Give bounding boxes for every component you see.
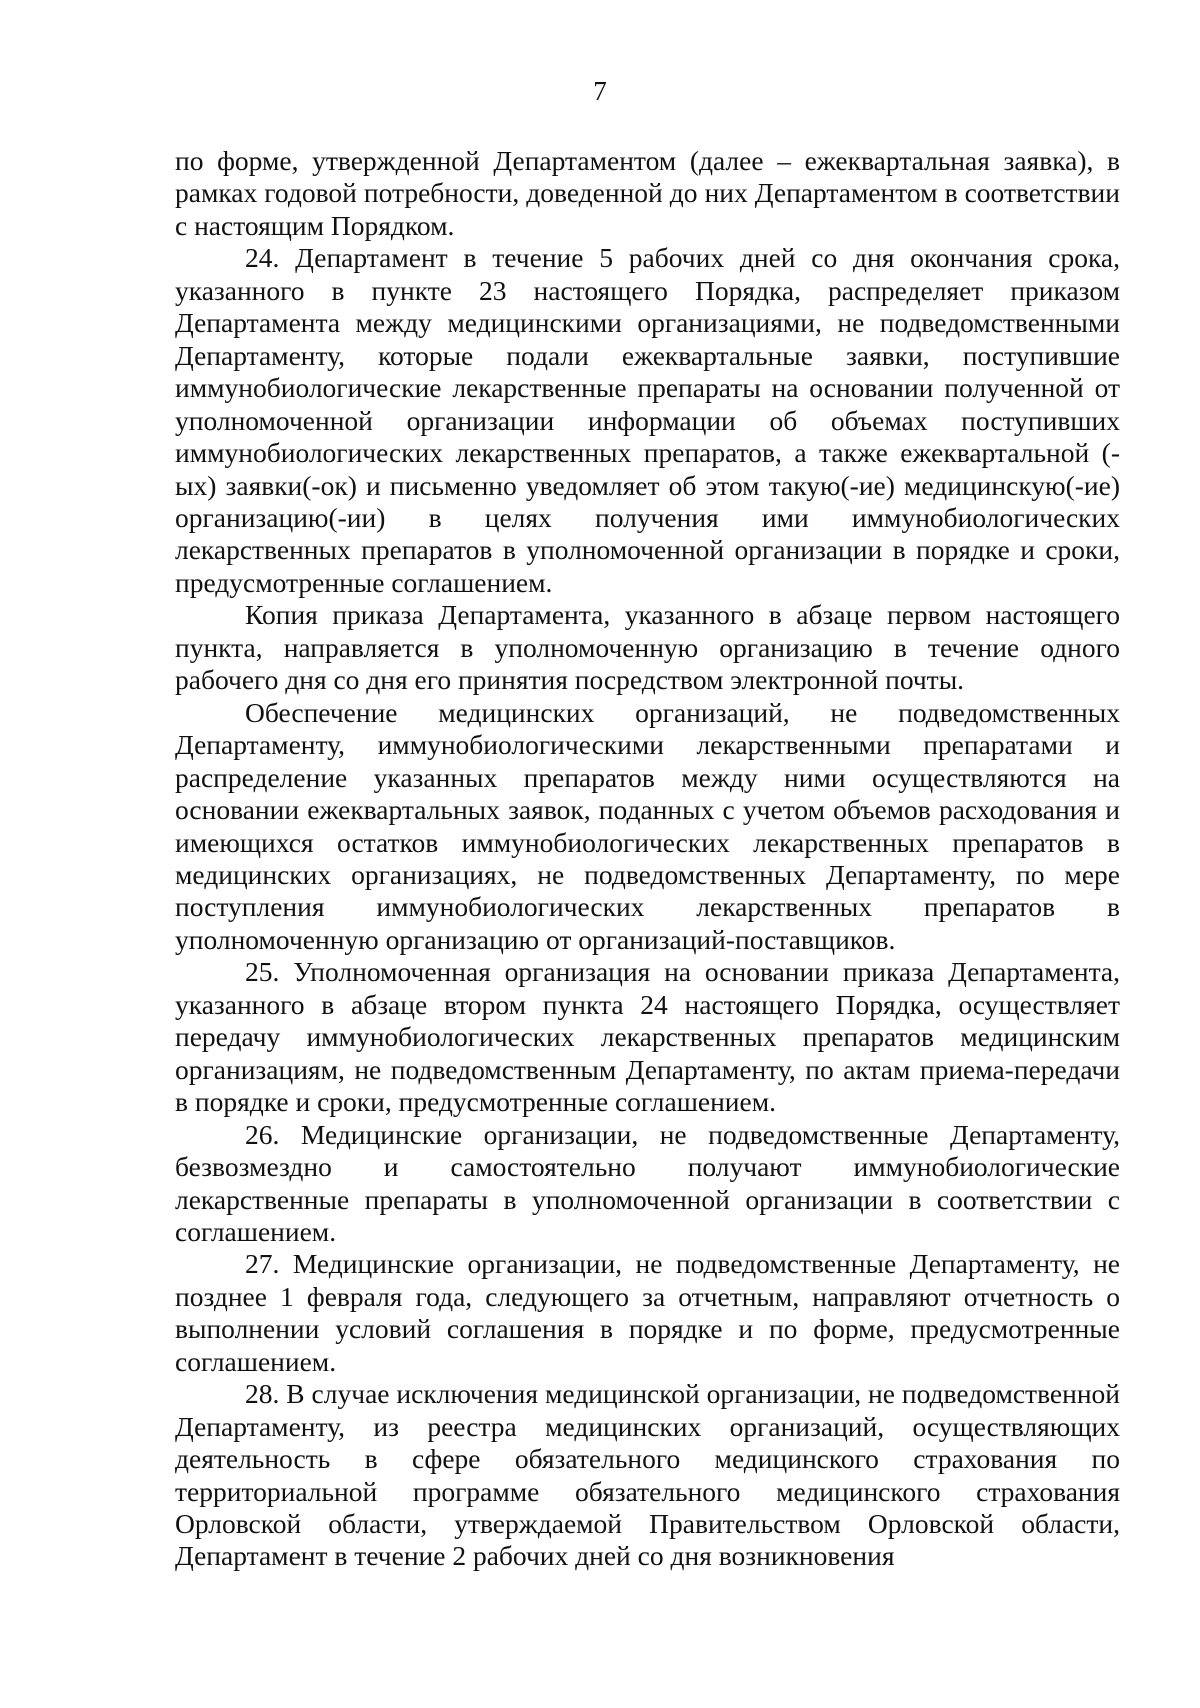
document-body	[175, 145, 1120, 1573]
paragraph-item-26: 26. Медицинские организации, не подведомственные Департаменту, безвозмездно и самостоятельно получают иммунобиологические лекарственные препараты в уполномоченной организации в соответствии с соглашением.	[175, 1118, 1120, 1247]
paragraph-item-25: 25. Уполномоченная организация на основании приказа Департамента, указанного в абзаце втором пункта 24 настоящего Порядка, осуществляет передачу иммунобиологических лекарственных препаратов медицинским организациям, не подведомственным Департаменту, по актам приема-передачи в порядке и сроки, предусмотренные соглашением.	[175, 956, 1120, 1118]
paragraph-continuation: по форме, утвержденной Департаментом (далее – ежеквартальная заявка), в рамках годовой потребности, доведенной до них Департаментом в соответствии с настоящим Порядком.	[175, 145, 1120, 241]
paragraph-supply-distribution: Обеспечение медицинских организаций, не подведомственных Департаменту, иммунобиологическими лекарственными препаратами и распределение указанных препаратов между ними осуществляются на основании ежеквартальных заявок, поданных с учетом объемов расходования и имеющихся остатков иммунобиологических лекарственных препаратов в медицинских организациях, не подведомственных Департаменту, по мере поступления иммунобиологических лекарственных препаратов в уполномоченную организацию от организаций-поставщиков.	[175, 696, 1120, 955]
page-number: 7	[593, 76, 607, 106]
paragraph-item-24: 24. Департамент в течение 5 рабочих дней со дня окончания срока, указанного в пункте 23 настоящего Порядка, распределяет приказом Департамента между медицинскими организациями, не подведомственными Департаменту, которые подали ежеквартальные заявки, поступившие иммунобиологические лекарственные препараты на основании полученной от уполномоченной организации информации об объемах поступивших иммунобиологических лекарственных препаратов, а также ежеквартальной (-ых) заявки(-ок) и письменно уведомляет об этом такую(-ие) медицинскую(-ие) организацию(-ии) в целях получения ими иммунобиологических лекарственных препаратов в уполномоченной организации в порядке и сроки, предусмотренные соглашением.	[175, 242, 1120, 598]
paragraph-item-28: 28. В случае исключения медицинской организации, не подведомственной Департаменту, из реестра медицинских организаций, осуществляющих деятельность в сфере обязательного медицинского страхования по территориальной программе обязательного медицинского страхования Орловской области, утверждаемой Правительством Орловской области, Департамент в течение 2 рабочих дней со дня возникновения	[175, 1378, 1120, 1572]
paragraph-item-27: 27. Медицинские организации, не подведомственные Департаменту, не позднее 1 февраля года, следующего за отчетным, направляют отчетность о выполнении условий соглашения в порядке и по форме, предусмотренные соглашением.	[175, 1248, 1120, 1377]
paragraph-order-copy: Копия приказа Департамента, указанного в абзаце первом настоящего пункта, направляется в уполномоченную организацию в течение одного рабочего дня со дня его принятия посредством электронной почты.	[175, 599, 1120, 696]
